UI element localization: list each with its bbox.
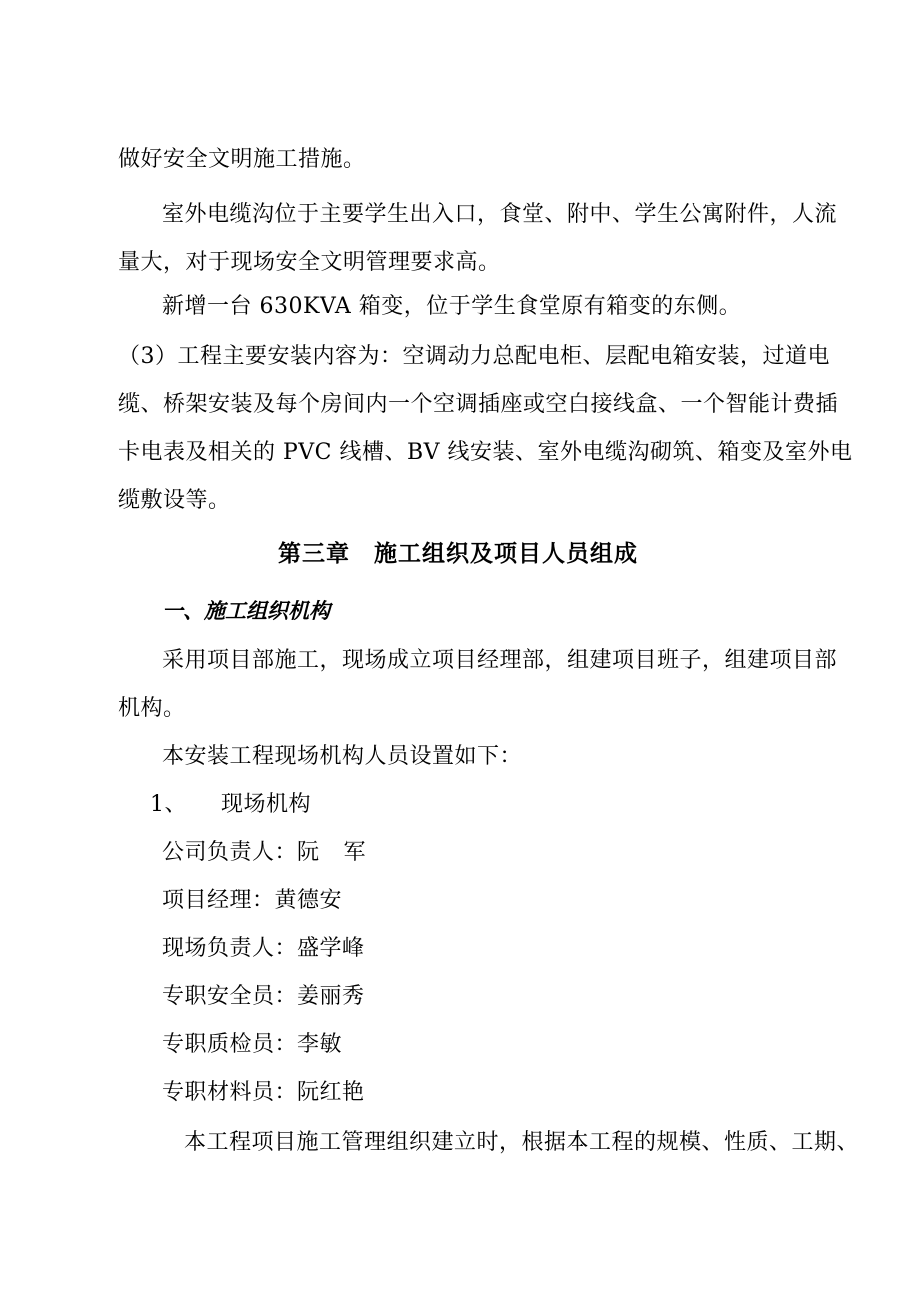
paragraph-line: 机构。 [118,696,186,721]
paragraph-line: 新增一台 630KVA 箱变，位于学生食堂原有箱变的东侧。 [162,294,742,319]
list-title: 现场机构 [221,792,312,817]
staff-row [162,982,365,1012]
paragraph-line: 缆、桥架安装及每个房间内一个空调插座或空白接线盒、一个智能计费插 [118,392,839,417]
staff-role: 项目经理： [162,888,275,913]
paragraph-line: 本工程项目施工管理组织建立时，根据本工程的规模、性质、工期、 [184,1130,860,1155]
chapter-title: 施工组织及项目人员组成 [374,541,638,567]
staff-role: 专职材料员： [162,1080,298,1105]
staff-role: 专职安全员： [162,984,298,1009]
staff-role: 专职质检员： [162,1032,298,1057]
staff-row [162,934,365,964]
list-number: 1、 [150,792,187,817]
staff-name: 阮 [297,840,320,865]
chapter-number: 第三章 [278,541,350,567]
paragraph-line: 采用项目部施工，现场成立项目经理部，组建项目班子，组建项目部 [162,648,838,673]
paragraph-line: 缆敷设等。 [118,488,231,513]
list-item [150,790,311,820]
chapter-heading [278,538,638,570]
paragraph-line: 卡电表及相关的 PVC 线槽、BV 线安装、室外电缆沟砌筑、箱变及室外电 [118,440,853,465]
paragraph-line: 做好安全文明施工措施。 [118,147,366,172]
paragraph-line: 量大，对于现场安全文明管理要求高。 [118,250,501,275]
staff-row [162,1078,365,1108]
staff-name: 黄德安 [274,888,343,913]
staff-row [162,1030,342,1060]
staff-name-part: 军 [343,840,367,865]
paragraph-line: 室外电缆沟位于主要学生出入口，食堂、附中、学生公寓附件，人流 [162,202,838,227]
staff-row [162,886,342,916]
staff-role: 公司负责人： [162,840,298,865]
staff-name: 阮红艳 [297,1080,365,1105]
paragraph-line: 本安装工程现场机构人员设置如下： [162,744,523,769]
staff-row [162,838,366,868]
staff-name: 姜丽秀 [297,984,365,1009]
section-heading: 一、施工组织机构 [162,599,330,623]
paragraph-line: （3）工程主要安装内容为：空调动力总配电柜、层配电箱安装，过道电 [118,344,830,369]
staff-role: 现场负责人： [162,936,298,961]
staff-name: 盛学峰 [297,936,365,961]
staff-name: 李敏 [297,1032,343,1057]
